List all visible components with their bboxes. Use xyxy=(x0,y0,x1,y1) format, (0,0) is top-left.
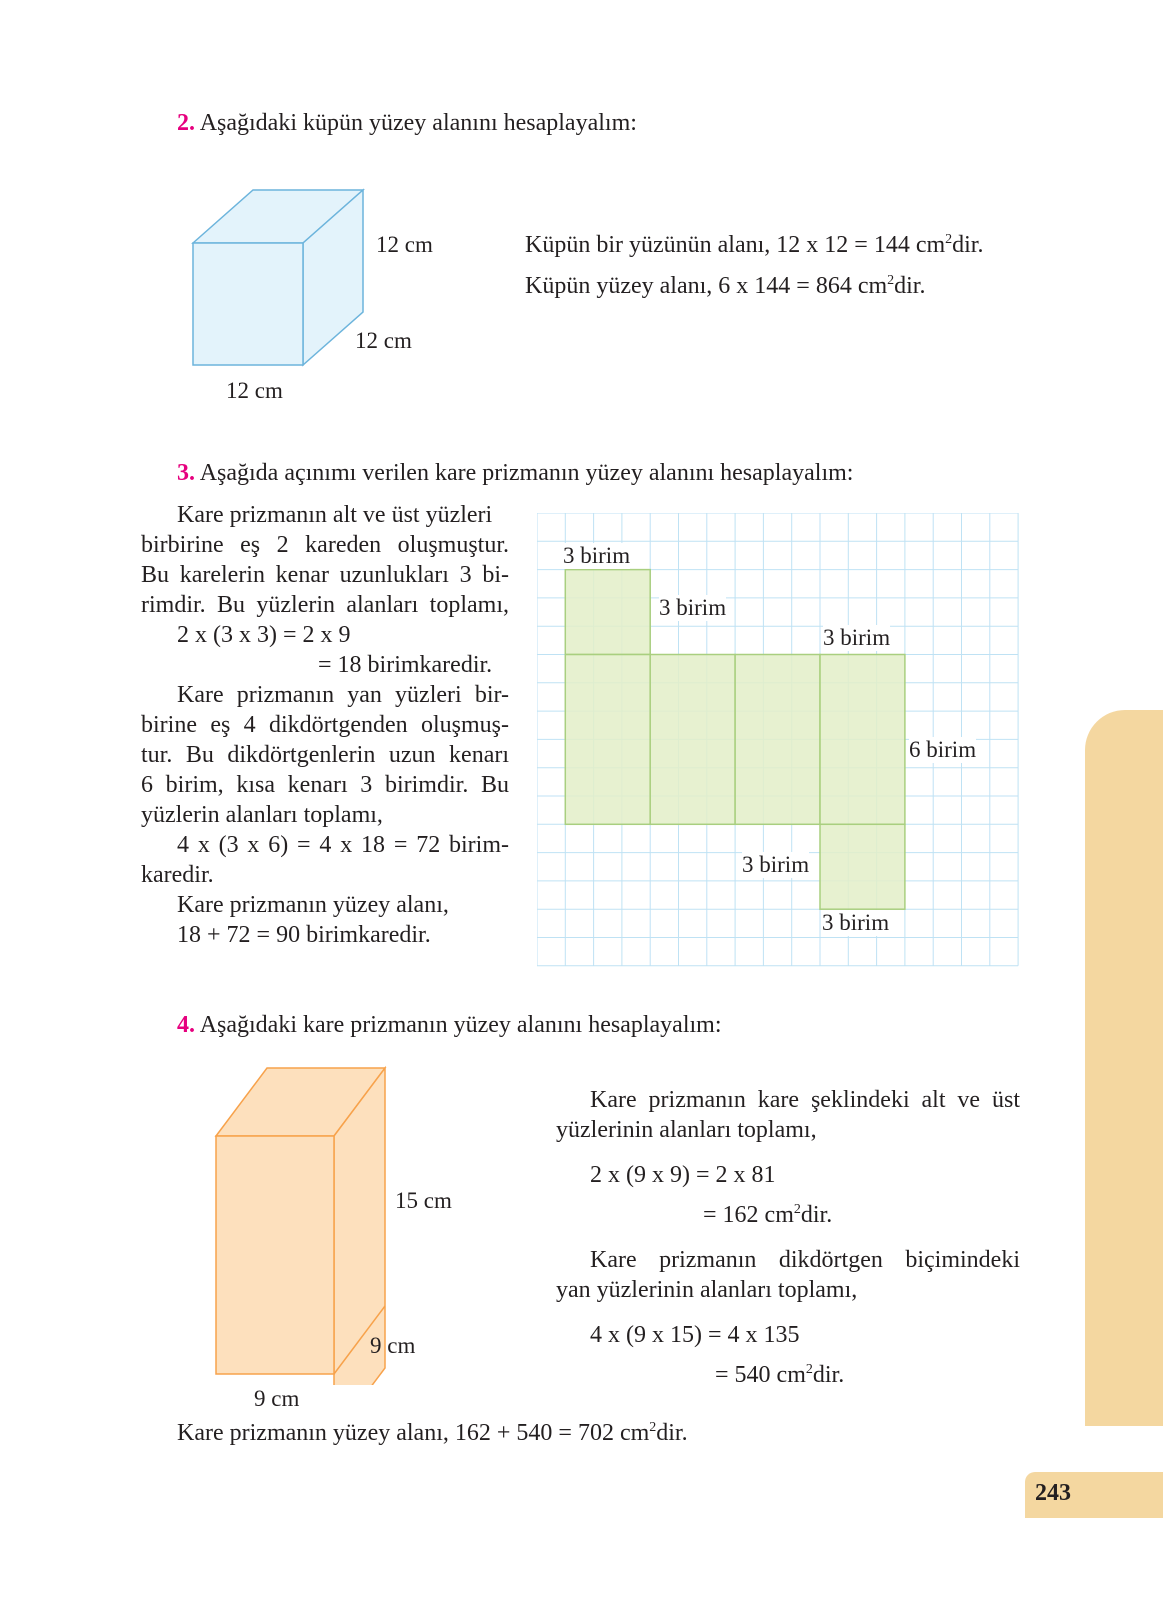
net-label-bottom-width: 3 birim xyxy=(822,910,890,935)
s3-line-8: tur. Bu dikdörtgenlerin uzun kenarı xyxy=(141,742,509,768)
side-tab-decoration xyxy=(1085,710,1163,1426)
cube-surface-area-text: Küpün yüzey alanı, 6 x 144 = 864 cm xyxy=(525,273,888,299)
section-3-number: 3. xyxy=(177,460,195,486)
s4-p1-line2: yüzlerinin alanları toplamı, xyxy=(556,1117,817,1143)
s4-p1-line1: Kare prizmanın kare şeklindeki alt ve üst xyxy=(590,1087,1020,1113)
s3-line-2: Bu karelerin kenar uzunlukları 3 bi- xyxy=(141,562,509,588)
net-label-rect-height: 6 birim xyxy=(909,737,977,762)
superscript: 2 xyxy=(945,232,953,247)
s4-eq1-result-text: = 162 cm xyxy=(703,1202,794,1228)
section-3-heading-text: Aşağıda açınımı verilen kare prizmanın yüzey alanını hesaplayalım: xyxy=(199,460,854,486)
s4-total-suffix: dir. xyxy=(656,1420,688,1446)
s3-line-5: = 18 birimkaredir. xyxy=(318,652,493,678)
cube-label-right: 12 cm xyxy=(376,232,433,257)
section-4-number: 4. xyxy=(177,1012,195,1038)
s3-line-10: yüzlerin alanları toplamı, xyxy=(141,802,383,828)
prism-label-depth: 9 cm xyxy=(370,1333,416,1358)
prism-label-bottom: 9 cm xyxy=(254,1386,300,1411)
s3-line-1: birbirine eş 2 kareden oluşmuştur. xyxy=(141,532,509,558)
net-bottom-square xyxy=(820,824,905,909)
cube-face-area-suffix: dir. xyxy=(952,232,984,258)
s3-line-14: 18 + 72 = 90 birimkaredir. xyxy=(177,922,431,948)
section-2-number: 2. xyxy=(177,110,195,136)
cube-front-face xyxy=(193,243,303,365)
net-side-rect-1 xyxy=(565,655,650,825)
cube-surface-area-suffix: dir. xyxy=(894,273,926,299)
page-number: 243 xyxy=(1035,1480,1071,1506)
prism-figure xyxy=(205,1060,395,1385)
s4-eq1-result xyxy=(703,1200,832,1230)
section-2-heading-text: Aşağıdaki küpün yüzey alanını hesaplayalım: xyxy=(199,110,637,136)
net-label-top-width: 3 birim xyxy=(563,543,631,568)
net-label-bottom-height: 3 birim xyxy=(742,852,810,877)
section-4-heading xyxy=(177,1010,722,1040)
s4-p2-line1: Kare prizmanın dikdörtgen biçimindeki xyxy=(590,1247,1020,1273)
s3-line-6: Kare prizmanın yan yüzleri bir- xyxy=(177,682,509,708)
section-4-heading-text: Aşağıdaki kare prizmanın yüzey alanını hesaplayalım: xyxy=(199,1012,722,1038)
superscript: 2 xyxy=(805,1362,813,1377)
s3-line-3: rimdir. Bu yüzlerin alanları toplamı, xyxy=(141,592,509,618)
prism-front-face xyxy=(216,1136,334,1374)
cube-face-area-text: Küpün bir yüzünün alanı, 12 x 12 = 144 cm xyxy=(525,232,946,258)
net-top-square xyxy=(565,570,650,655)
s3-line-12: karedir. xyxy=(141,862,214,888)
section-3-heading xyxy=(177,458,853,488)
s4-eq2: 4 x (9 x 15) = 4 x 135 xyxy=(590,1322,800,1348)
s4-eq2-result-text: = 540 cm xyxy=(715,1362,806,1388)
net-label-rect-width: 3 birim xyxy=(823,625,891,650)
cube-figure xyxy=(180,180,380,380)
prism-label-height: 15 cm xyxy=(395,1188,452,1213)
s4-p2-line2: yan yüzlerinin alanları toplamı, xyxy=(556,1277,858,1303)
s4-eq1: 2 x (9 x 9) = 2 x 81 xyxy=(590,1162,776,1188)
net-side-rect-2 xyxy=(650,655,735,825)
superscript: 2 xyxy=(649,1420,657,1435)
section-2-heading xyxy=(177,108,637,138)
cube-label-bottom: 12 cm xyxy=(226,378,283,403)
net-side-rect-4 xyxy=(820,655,905,825)
cube-surface-area-line xyxy=(525,271,925,301)
s4-total-line xyxy=(177,1418,688,1448)
s4-eq2-result xyxy=(715,1360,844,1390)
s4-eq2-result-suffix: dir. xyxy=(812,1362,845,1388)
net-side-rect-3 xyxy=(735,655,820,825)
s4-eq1-result-suffix: dir. xyxy=(800,1202,833,1228)
s3-line-13: Kare prizmanın yüzey alanı, xyxy=(177,892,449,918)
s3-line-7: birine eş 4 dikdörtgenden oluşmuş- xyxy=(141,712,509,738)
s4-total-text: Kare prizmanın yüzey alanı, 162 + 540 = 702 cm xyxy=(177,1420,650,1446)
s3-line-11: 4 x (3 x 6) = 4 x 18 = 72 birim- xyxy=(177,832,509,858)
net-label-top-height: 3 birim xyxy=(659,595,727,620)
s3-line-4: 2 x (3 x 3) = 2 x 9 xyxy=(177,622,351,648)
s3-line-0: Kare prizmanın alt ve üst yüzleri xyxy=(177,502,493,528)
superscript: 2 xyxy=(887,273,895,288)
cube-label-depth: 12 cm xyxy=(355,328,412,353)
superscript: 2 xyxy=(793,1202,801,1217)
cube-face-area-line xyxy=(525,230,983,260)
s3-line-9: 6 birim, kısa kenarı 3 birimdir. Bu xyxy=(141,772,509,798)
